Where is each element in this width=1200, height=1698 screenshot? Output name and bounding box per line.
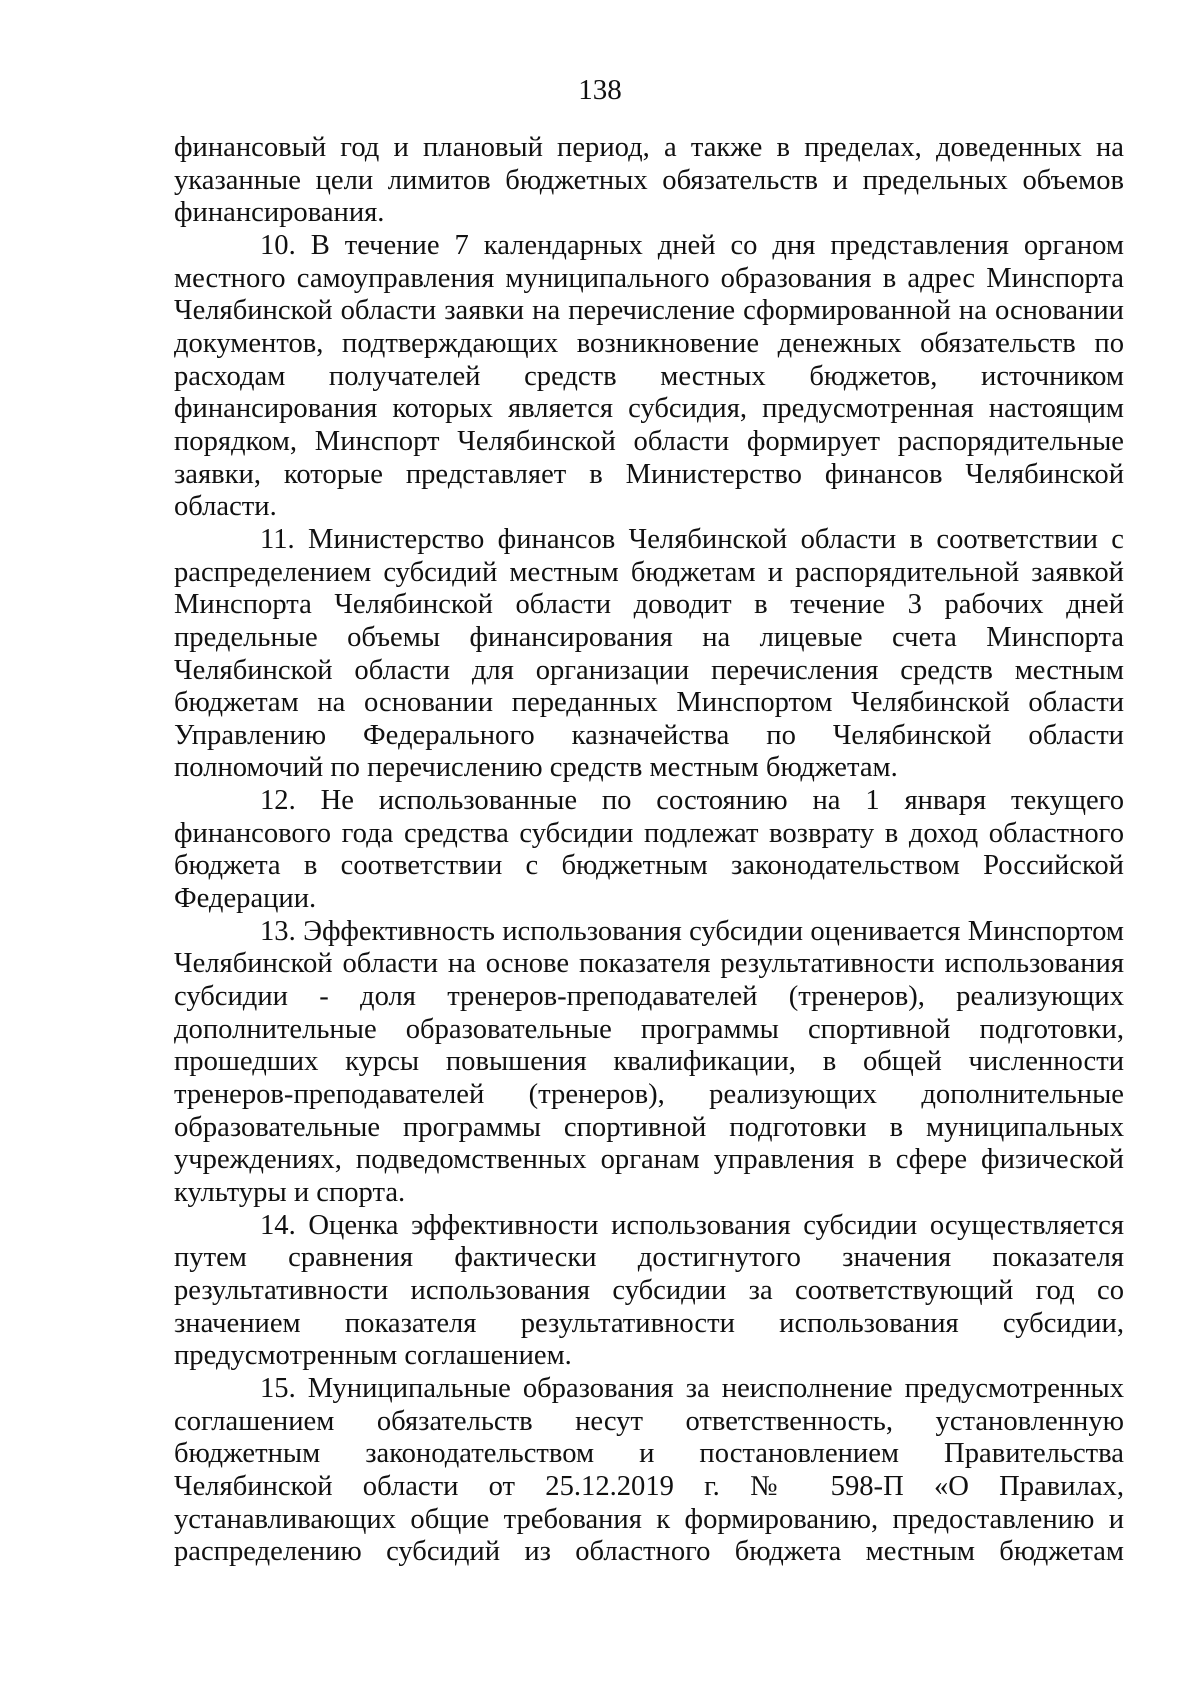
paragraph-10: 10. В течение 7 календарных дней со дня представления органом местного самоуправления муниципального образования в адрес Минспорта Челябинской области заявки на перечисление сформированной на основании документов, подтверждающих возникновение денежных обязательств по расходам получателей средств местных бюджетов, источником финансирования которых является субсидия, предусмотренная настоящим порядком, Минспорт Челябинской области формирует распорядительные заявки, которые представляет в Министерство финансов Челябинской области. <box>174 229 1124 523</box>
paragraph-12: 12. Не использованные по состоянию на 1 января текущего финансового года средства субсидии подлежат возврату в доход областного бюджета в соответствии с бюджетным законодательством Российской Федерации. <box>174 785 1124 915</box>
document-body <box>174 132 1124 1569</box>
paragraph-11: 11. Министерство финансов Челябинской области в соответствии с распределением субсидий местным бюджетам и распорядительной заявкой Минспорта Челябинской области доводит в течение 3 рабочих дней предельные объемы финансирования на лицевые счета Минспорта Челябинской области для организации перечисления средств местным бюджетам на основании переданных Минспортом Челябинской области Управлению Федерального казначейства по Челябинской области полномочий по перечислению средств местным бюджетам. <box>174 523 1124 784</box>
paragraph-continuation: финансовый год и плановый период, а также в пределах, доведенных на указанные цели лимитов бюджетных обязательств и предельных объемов финансирования. <box>174 132 1124 229</box>
paragraph-15: 15. Муниципальные образования за неисполнение предусмотренных соглашением обязательств несут ответственность, установленную бюджетным законодательством и постановлением Правительства Челябинской области от 25.12.2019 г. № 598-П «О Правилах, устанавливающих общие требования к формированию, предоставлению и распределению субсидий из областного бюджета местным бюджетам <box>174 1372 1124 1568</box>
page-number: 138 <box>578 74 622 106</box>
paragraph-13: 13. Эффективность использования субсидии оценивается Минспортом Челябинской области на основе показателя результативности использования субсидии - доля тренеров-преподавателей (тренеров), реализующих дополнительные образовательные программы спортивной подготовки, прошедших курсы повышения квалификации, в общей численности тренеров-преподавателей (тренеров), реализующих дополнительные образовательные программы спортивной подготовки в муниципальных учреждениях, подведомственных органам управления в сфере физической культуры и спорта. <box>174 915 1124 1208</box>
paragraph-14: 14. Оценка эффективности использования субсидии осуществляется путем сравнения фактически достигнутого значения показателя результативности использования субсидии за соответствующий год со значением показателя результативности использования субсидии, предусмотренным соглашением. <box>174 1209 1124 1372</box>
